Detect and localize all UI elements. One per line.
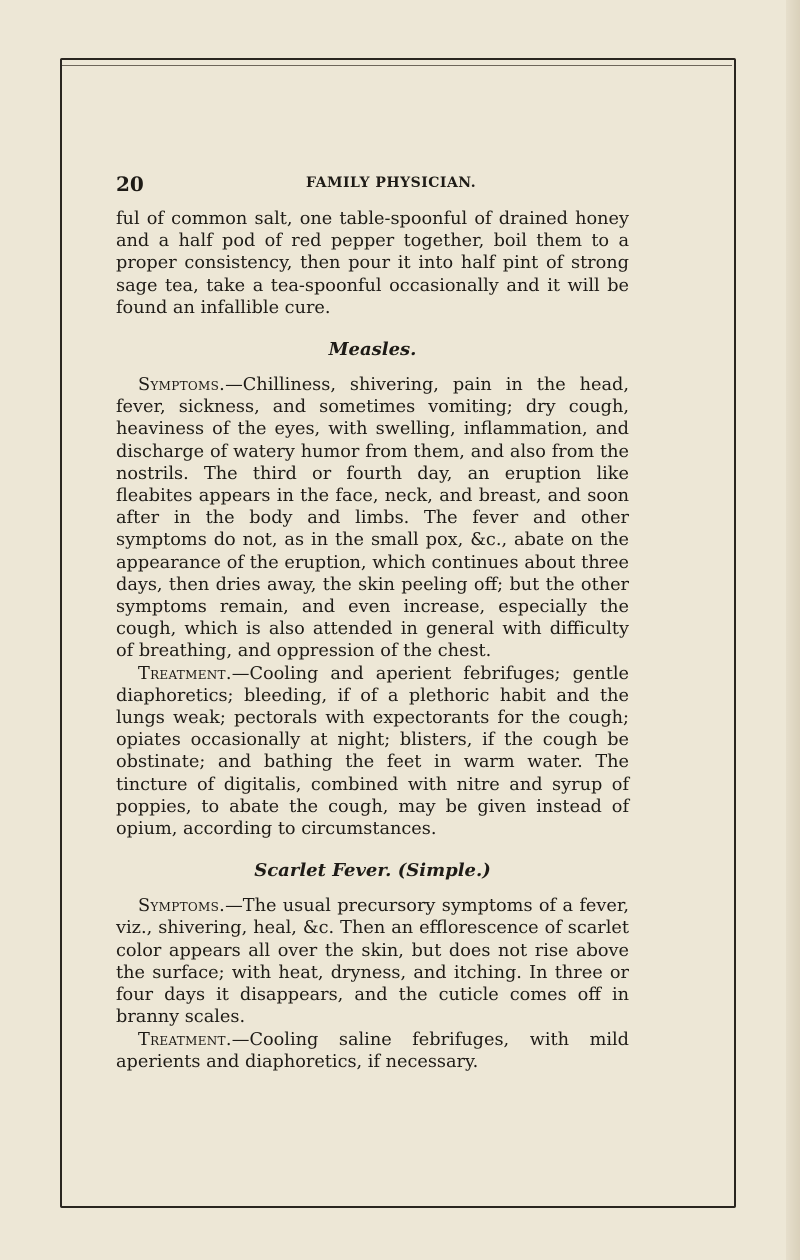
- page-number: 20: [116, 172, 144, 196]
- measles-treatment-paragraph: [116, 663, 629, 841]
- page-edge-shadow: [786, 0, 800, 1260]
- measles-treatment-label: Treatment.: [138, 663, 232, 684]
- measles-treatment-text: —Cooling and aperient febrifuges; gentle diaphoretics; bleeding, if of a plethoric habit and the lungs weak; pectorals with expectorants for the cough; opiates occasionally at night; blisters, if the cough be obstinate; and bathing the feet in warm water. The tincture of digitalis, combined with nitre and syrup of poppies, to abate the cough, may be given instead of opium, according to circumstances.: [116, 663, 629, 840]
- measles-symptoms-paragraph: [116, 374, 629, 663]
- measles-symptoms-text: —Chilliness, shivering, pain in the head, fever, sickness, and sometimes vomiting; dry cough, heaviness of the eyes, with swelling, inflammation, and discharge of watery humor from them, and also from the nostrils. The third or fourth day, an eruption like fleabites appears in the face, neck, and breast, and soon after in the body and limbs. The fever and other symptoms do not, as in the small pox, &c., abate on the appearance of the eruption, which continues about three days, then dries away, the skin peeling off; but the other symptoms remain, and even increase, especially the cough, which is also attended in general with difficulty of breathing, and oppression of the chest.: [116, 375, 629, 662]
- intro-paragraph: ful of common salt, one table-spoonful of drained honey and a half pod of red pepper together, boil them to a proper consistency, then pour it into half pint of strong sage tea, take a tea-spoonful occasionally and it will be found an infallible cure.: [116, 209, 629, 318]
- scarlet-treatment-text: —Cooling saline febrifuges, with mild aperients and diaphoretics, if necessary.: [116, 1029, 629, 1072]
- scarlet-treatment-label: Treatment.: [138, 1029, 232, 1050]
- measles-symptoms-label: Symptoms.: [138, 375, 226, 396]
- scarlet-symptoms-text: —The usual precursory symptoms of a fever, viz., shivering, heal, &c. Then an efflorescence of scarlet color appears all over the skin, but does not rise above the surface; with heat, dryness, and itching. In three or four days it disappears, and the cuticle comes off in branny scales.: [116, 896, 629, 1028]
- measles-heading: Measles.: [328, 339, 417, 361]
- scarlet-symptoms-label: Symptoms.: [138, 896, 226, 917]
- running-head: [116, 172, 624, 194]
- scarlet-symptoms-paragraph: [116, 895, 629, 1028]
- scarlet-fever-heading: Scarlet Fever. (Simple.): [254, 860, 491, 882]
- scarlet-treatment-paragraph: [116, 1029, 629, 1073]
- frame-top-rule: [62, 65, 732, 66]
- body-text-column: [116, 208, 629, 1073]
- running-title: FAMILY PHYSICIAN.: [306, 175, 477, 191]
